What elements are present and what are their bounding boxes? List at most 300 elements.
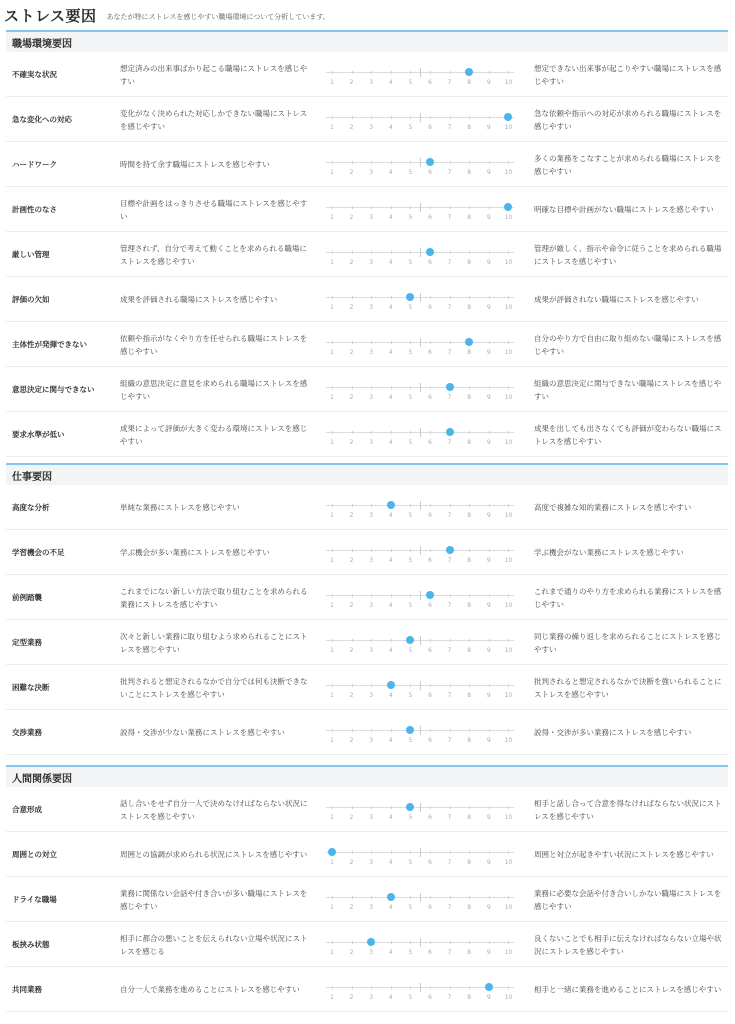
scale-tick: [489, 206, 490, 209]
score-scale: [320, 322, 520, 367]
score-marker: [387, 501, 395, 509]
factor-row: [6, 710, 728, 755]
high-end-description: 相手と一緒に業務を進めることにストレスを感じやすい: [534, 985, 722, 994]
scale-number: 8: [467, 859, 472, 866]
scale-number: 5: [408, 169, 413, 176]
scale-number: 6: [428, 304, 432, 311]
scale-tick: [430, 431, 431, 434]
scale-tick: [371, 986, 372, 989]
scale-number: 9: [486, 169, 491, 176]
scale-midpoint: [420, 248, 421, 257]
factor-label: 主体性が発揮できない: [12, 339, 87, 349]
high-end-description: 説得・交渉が多い業務にストレスを感じやすい: [534, 728, 692, 737]
scale-tick: [489, 386, 490, 389]
scale-tick: [391, 296, 392, 299]
scale-tick: [371, 594, 372, 597]
scale-tick: [391, 71, 392, 74]
score-marker: [387, 681, 395, 689]
score-marker: [504, 203, 512, 211]
factor-row: [6, 922, 728, 967]
scale-tick: [469, 206, 470, 209]
scale-tick: [371, 684, 372, 687]
scale-tick: [391, 161, 392, 164]
scale-midpoint: [420, 636, 421, 645]
scale-number: 2: [349, 859, 354, 866]
high-end-description: 管理が厳しく、指示や命令に従うことを求められる職場にストレスを感じやすい: [534, 243, 722, 266]
scale-tick: [469, 986, 470, 989]
scale-number: 1: [330, 124, 334, 131]
score-scale: [320, 485, 520, 530]
scale-tick: [469, 729, 470, 732]
scale-tick: [450, 116, 451, 119]
scale-number: 4: [388, 647, 393, 654]
scale-number: 10: [504, 737, 513, 744]
scale-tick: [469, 431, 470, 434]
scale-number: 6: [428, 79, 432, 86]
scale-number: 7: [447, 124, 452, 131]
scale-tick: [332, 341, 333, 344]
scale-tick: [391, 206, 392, 209]
scale-tick: [332, 116, 333, 119]
low-end-description: 依頼や指示がなくやり方を任せられる職場にストレスを感じやすい: [120, 333, 308, 356]
scale-number: 10: [504, 512, 513, 519]
scale-tick: [430, 116, 431, 119]
scale-number: 7: [447, 647, 452, 654]
page-title: ストレス要因: [4, 6, 97, 25]
score-scale: [320, 575, 520, 620]
scale-number: 1: [330, 169, 334, 176]
scale-tick: [508, 639, 509, 642]
factor-row: [6, 485, 728, 530]
scale-number: 1: [330, 994, 334, 1001]
scale-midpoint: [420, 68, 421, 77]
scale-number: 6: [428, 859, 432, 866]
score-marker: [406, 293, 414, 301]
scale-number: 10: [504, 169, 513, 176]
scale-midpoint: [420, 546, 421, 555]
scale-tick: [469, 806, 470, 809]
scale-number: 3: [369, 259, 374, 266]
scale-tick: [469, 161, 470, 164]
scale-number: 7: [447, 814, 452, 821]
scale-tick: [391, 941, 392, 944]
scale-number: 9: [486, 214, 491, 221]
scale-number: 9: [486, 737, 491, 744]
scale-tick: [352, 729, 353, 732]
scale-tick: [371, 296, 372, 299]
factor-label: 交渉業務: [12, 727, 42, 737]
scale-midpoint: [420, 803, 421, 812]
scale-tick: [450, 896, 451, 899]
scale-tick: [430, 71, 431, 74]
scale-number: 9: [486, 394, 491, 401]
scale-tick: [410, 161, 411, 164]
score-scale: [320, 530, 520, 575]
scale-midpoint: [420, 893, 421, 902]
scale-number: 6: [428, 737, 432, 744]
scale-tick: [332, 386, 333, 389]
scale-tick: [430, 896, 431, 899]
scale-tick: [352, 504, 353, 507]
scale-number: 7: [447, 994, 452, 1001]
scale-tick: [469, 684, 470, 687]
scale-number: 8: [467, 994, 472, 1001]
scale-tick: [450, 296, 451, 299]
scale-tick: [430, 206, 431, 209]
scale-number: 3: [369, 79, 374, 86]
score-marker: [387, 893, 395, 901]
low-end-description: 業務に関係ない会話や付き合いが多い職場にストレスを感じやすい: [120, 888, 308, 911]
scale-number: 9: [486, 512, 491, 519]
factor-row: [6, 620, 728, 665]
scale-tick: [430, 341, 431, 344]
scale-number: 4: [388, 859, 393, 866]
factor-label: 前例踏襲: [12, 592, 42, 602]
scale-number: 10: [504, 692, 513, 699]
factor-label: ハードワーク: [12, 159, 57, 169]
scale-number: 8: [467, 214, 472, 221]
scale-number: 5: [408, 994, 413, 1001]
scale-number: 7: [447, 737, 452, 744]
scale-tick: [508, 71, 509, 74]
section-title: 人間関係要因: [6, 765, 728, 787]
scale-tick: [332, 161, 333, 164]
scale-tick: [371, 341, 372, 344]
scale-number: 5: [408, 394, 413, 401]
scale-number: 3: [369, 304, 374, 311]
stress-factor-sections: [0, 30, 735, 1012]
low-end-description: 説得・交渉が少ない業務にストレスを感じやすい: [120, 728, 285, 737]
scale-number: 3: [369, 602, 374, 609]
scale-midpoint: [420, 938, 421, 947]
score-scale: [320, 52, 520, 97]
scale-number: 5: [408, 949, 413, 956]
factor-label: 急な変化への対応: [12, 114, 72, 124]
scale-tick: [430, 806, 431, 809]
scale-number: 10: [504, 124, 513, 131]
scale-number: 2: [349, 692, 354, 699]
low-end-description: 話し合いをせず自分一人で決めなければならない状況にストレスを感じやすい: [120, 798, 308, 821]
scale-number: 6: [428, 169, 432, 176]
scale-tick: [391, 729, 392, 732]
high-end-description: 成果が評価されない職場にストレスを感じやすい: [534, 295, 699, 304]
factor-row: [6, 787, 728, 832]
low-end-description: 成果によって評価が大きく変わる環境にストレスを感じやすい: [120, 423, 308, 446]
scale-tick: [489, 431, 490, 434]
scale-tick: [332, 986, 333, 989]
scale-tick: [410, 431, 411, 434]
scale-tick: [391, 594, 392, 597]
high-end-description: 周囲と対立が起きやすい状況にストレスを感じやすい: [534, 850, 714, 859]
scale-tick: [508, 251, 509, 254]
scale-number: 1: [330, 904, 334, 911]
scale-tick: [410, 206, 411, 209]
score-marker: [406, 636, 414, 644]
scale-midpoint: [420, 293, 421, 302]
scale-midpoint: [420, 848, 421, 857]
score-marker: [406, 803, 414, 811]
scale-tick: [391, 806, 392, 809]
high-end-description: 急な依頼や指示への対応が求められる職場にストレスを感じやすい: [534, 108, 722, 131]
scale-tick: [391, 386, 392, 389]
scale-number: 5: [408, 692, 413, 699]
scale-tick: [371, 386, 372, 389]
scale-number: 6: [428, 439, 432, 446]
scale-number: 3: [369, 737, 374, 744]
scale-number: 7: [447, 79, 452, 86]
score-scale: [320, 665, 520, 710]
scale-number: 8: [467, 304, 472, 311]
scale-number: 8: [467, 647, 472, 654]
scale-tick: [430, 684, 431, 687]
scale-number: 8: [467, 169, 472, 176]
scale-midpoint: [420, 501, 421, 510]
scale-number: 8: [467, 814, 472, 821]
scale-tick: [410, 116, 411, 119]
scale-number: 5: [408, 512, 413, 519]
scale-number: 7: [447, 602, 452, 609]
scale-midpoint: [420, 338, 421, 347]
scale-number: 1: [330, 692, 334, 699]
scale-tick: [352, 431, 353, 434]
scale-number: 7: [447, 304, 452, 311]
scale-number: 4: [388, 349, 393, 356]
scale-number: 4: [388, 692, 393, 699]
scale-number: 4: [388, 169, 393, 176]
scale-tick: [391, 116, 392, 119]
scale-number: 4: [388, 79, 393, 86]
scale-number: 8: [467, 557, 472, 564]
scale-tick: [371, 71, 372, 74]
scale-number: 10: [504, 214, 513, 221]
scale-tick: [508, 386, 509, 389]
scale-number: 2: [349, 304, 354, 311]
factor-label: 困難な決断: [12, 682, 50, 692]
low-end-description: 相手に都合の悪いことを伝えられない立場や状況にストレスを感じる: [120, 933, 308, 956]
scale-number: 1: [330, 349, 334, 356]
scale-tick: [450, 341, 451, 344]
scale-number: 7: [447, 259, 452, 266]
scale-tick: [391, 549, 392, 552]
scale-tick: [469, 896, 470, 899]
scale-tick: [410, 549, 411, 552]
scale-tick: [469, 639, 470, 642]
scale-number: 8: [467, 394, 472, 401]
scale-number: 9: [486, 602, 491, 609]
scale-tick: [430, 296, 431, 299]
scale-number: 9: [486, 647, 491, 654]
scale-number: 4: [388, 439, 393, 446]
scale-number: 3: [369, 904, 374, 911]
factor-label: 意思決定に関与できない: [12, 384, 95, 394]
scale-tick: [508, 161, 509, 164]
scale-number: 7: [447, 439, 452, 446]
scale-tick: [410, 594, 411, 597]
scale-number: 5: [408, 647, 413, 654]
scale-tick: [508, 431, 509, 434]
scale-midpoint: [420, 383, 421, 392]
low-end-description: これまでにない新しい方法で取り組むことを求められる業務にストレスを感じやすい: [120, 586, 308, 609]
scale-tick: [332, 296, 333, 299]
scale-tick: [489, 806, 490, 809]
factor-row: [6, 575, 728, 620]
score-scale: [320, 710, 520, 755]
scale-tick: [332, 594, 333, 597]
scale-tick: [450, 161, 451, 164]
scale-number: 7: [447, 557, 452, 564]
score-marker: [426, 591, 434, 599]
scale-number: 8: [467, 124, 472, 131]
scale-tick: [469, 504, 470, 507]
low-end-description: 批判されると想定されるなかで自分では何も決断できないことにストレスを感じやすい: [120, 676, 308, 699]
scale-tick: [450, 806, 451, 809]
scale-tick: [450, 851, 451, 854]
factor-row: [6, 322, 728, 367]
scale-number: 5: [408, 859, 413, 866]
scale-number: 3: [369, 692, 374, 699]
scale-number: 8: [467, 949, 472, 956]
score-marker: [465, 68, 473, 76]
high-end-description: 良くないことでも相手に伝えなければならない立場や状況にストレスを感じやすい: [534, 933, 722, 956]
score-scale: [320, 277, 520, 322]
scale-tick: [489, 729, 490, 732]
factor-label: 定型業務: [12, 637, 42, 647]
scale-number: 2: [349, 994, 354, 1001]
scale-number: 4: [388, 304, 393, 311]
scale-tick: [430, 549, 431, 552]
factor-label: 共同業務: [12, 984, 42, 994]
score-marker: [406, 726, 414, 734]
scale-number: 10: [504, 994, 513, 1001]
scale-number: 9: [486, 259, 491, 266]
score-marker: [426, 248, 434, 256]
scale-number: 6: [428, 214, 432, 221]
scale-midpoint: [420, 726, 421, 735]
scale-number: 8: [467, 512, 472, 519]
factor-label: 高度な分析: [12, 502, 50, 512]
score-marker: [328, 848, 336, 856]
scale-number: 10: [504, 439, 513, 446]
scale-tick: [371, 896, 372, 899]
scale-number: 6: [428, 949, 432, 956]
scale-number: 5: [408, 214, 413, 221]
scale-tick: [489, 296, 490, 299]
scale-number: 5: [408, 349, 413, 356]
scale-number: 10: [504, 349, 513, 356]
scale-number: 10: [504, 814, 513, 821]
scale-tick: [391, 986, 392, 989]
scale-midpoint: [420, 681, 421, 690]
scale-tick: [450, 504, 451, 507]
scale-tick: [332, 896, 333, 899]
scale-number: 7: [447, 214, 452, 221]
high-end-description: 批判されると想定されるなかで決断を強いられることにストレスを感じやすい: [534, 676, 722, 699]
scale-tick: [332, 941, 333, 944]
section-title: 仕事要因: [6, 463, 728, 485]
scale-tick: [430, 986, 431, 989]
scale-number: 3: [369, 439, 374, 446]
scale-midpoint: [420, 113, 421, 122]
scale-number: 2: [349, 512, 354, 519]
scale-number: 9: [486, 439, 491, 446]
scale-number: 3: [369, 859, 374, 866]
scale-tick: [508, 341, 509, 344]
scale-number: 2: [349, 647, 354, 654]
scale-number: 2: [349, 394, 354, 401]
high-end-description: 相手と話し合って合意を得なければならない状況にストレスを感じやすい: [534, 798, 722, 821]
scale-number: 10: [504, 259, 513, 266]
low-end-description: 周囲との協調が求められる状況にストレスを感じやすい: [120, 850, 308, 859]
scale-number: 10: [504, 949, 513, 956]
scale-tick: [489, 251, 490, 254]
scale-number: 4: [388, 557, 393, 564]
scale-number: 3: [369, 124, 374, 131]
low-end-description: 変化がなく決められた対応しかできない職場にストレスを感じやすい: [120, 108, 308, 131]
scale-tick: [410, 684, 411, 687]
scale-number: 3: [369, 994, 374, 1001]
scale-number: 4: [388, 214, 393, 221]
scale-tick: [469, 851, 470, 854]
scale-tick: [450, 684, 451, 687]
scale-number: 1: [330, 439, 334, 446]
scale-number: 7: [447, 349, 452, 356]
factor-row: [6, 877, 728, 922]
scale-tick: [430, 941, 431, 944]
scale-tick: [352, 296, 353, 299]
scale-number: 5: [408, 557, 413, 564]
score-marker: [465, 338, 473, 346]
scale-tick: [489, 941, 490, 944]
scale-tick: [371, 161, 372, 164]
scale-tick: [469, 251, 470, 254]
scale-number: 5: [408, 814, 413, 821]
score-scale: [320, 187, 520, 232]
scale-number: 6: [428, 394, 432, 401]
scale-tick: [508, 806, 509, 809]
scale-number: 7: [447, 169, 452, 176]
score-scale: [320, 97, 520, 142]
scale-tick: [508, 296, 509, 299]
factor-label: 要求水準が低い: [12, 429, 65, 439]
scale-number: 4: [388, 394, 393, 401]
scale-number: 1: [330, 79, 334, 86]
scale-number: 9: [486, 304, 491, 311]
scale-tick: [410, 504, 411, 507]
scale-number: 4: [388, 904, 393, 911]
section-title: 職場環境要因: [6, 30, 728, 52]
scale-tick: [332, 806, 333, 809]
scale-tick: [371, 431, 372, 434]
scale-tick: [371, 504, 372, 507]
scale-number: 4: [388, 994, 393, 1001]
scale-number: 2: [349, 602, 354, 609]
factor-row: [6, 232, 728, 277]
scale-number: 7: [447, 949, 452, 956]
scale-tick: [450, 986, 451, 989]
low-end-description: 目標や計画をはっきりさせる職場にストレスを感じやすい: [120, 198, 308, 221]
score-scale: [320, 142, 520, 187]
scale-tick: [352, 549, 353, 552]
scale-tick: [410, 941, 411, 944]
factor-row: [6, 142, 728, 187]
high-end-description: 学ぶ機会がない業務にストレスを感じやすい: [534, 548, 684, 557]
factor-section: [6, 30, 728, 457]
score-scale: [320, 367, 520, 412]
scale-tick: [508, 986, 509, 989]
scale-number: 9: [486, 859, 491, 866]
scale-number: 4: [388, 602, 393, 609]
scale-number: 8: [467, 737, 472, 744]
